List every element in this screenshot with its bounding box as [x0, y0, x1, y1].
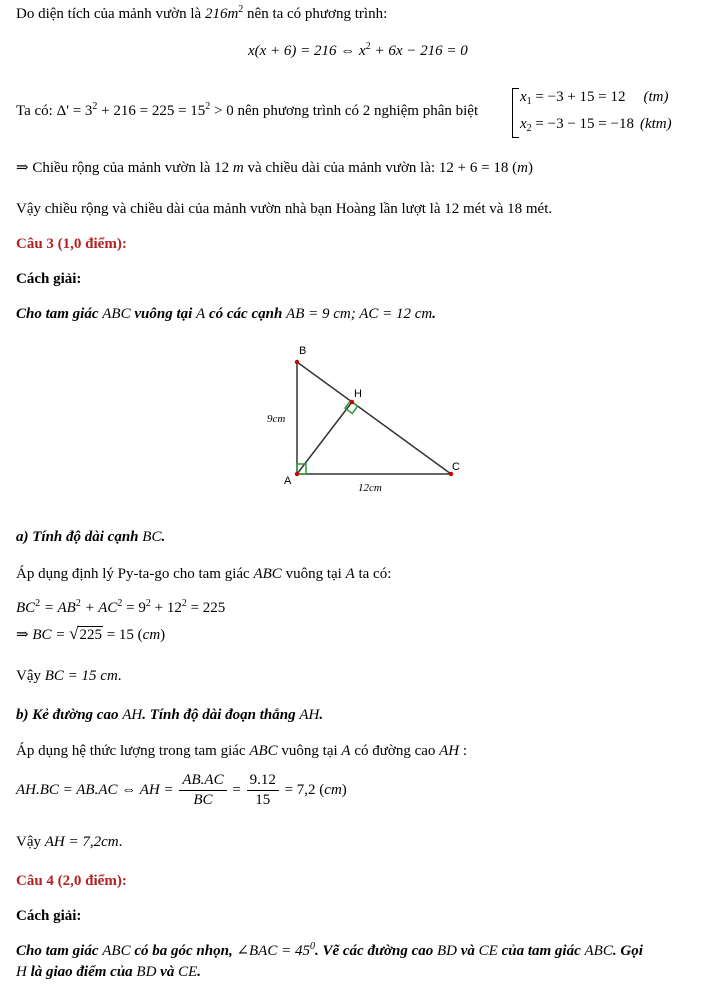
- discriminant-line: Ta có: $\Delta' = 3^2 + 216 = 225 = 15^2 > 0$ nên phương trình có 2 nghiệm phân biệt: [16, 101, 479, 119]
- q3-method: Cách giải:: [16, 271, 82, 287]
- system-brace: [512, 88, 519, 138]
- q3-problem: Cho tam giác ABC vuông tại A có các cạnh AB = 9 cm; AC = 12 cm.: [16, 306, 436, 322]
- fraction-numeric: $\frac{9.12}{15}$: [247, 772, 279, 809]
- point-b: [295, 360, 299, 364]
- area-sentence: Do diện tích của mảnh vườn là $216m^2$ nên ta có phương trình:: [16, 4, 388, 22]
- point-a: [295, 472, 299, 476]
- q3-part-a-title: a) Tính độ dài cạnh BC.: [16, 529, 166, 545]
- bc-result: ⇒ BC = √225 = 15 (cm): [16, 624, 166, 643]
- point-h: [350, 400, 354, 404]
- fraction-ab-ac-over-bc: $\frac{AB.AC}{BC}$: [179, 772, 226, 809]
- q4-heading: Câu 4 (2,0 điểm):: [16, 873, 127, 889]
- label-c: C: [452, 461, 460, 473]
- side-bc: [297, 362, 451, 474]
- pythagoras-equation: $BC^2 = AB^2 + AC^2 = 9^2 + 12^2 = 225$: [16, 598, 226, 616]
- q4-method: Cách giải:: [16, 908, 82, 924]
- root-2: $x_2 = -3 - 15 = -18$ (ktm): [520, 116, 672, 134]
- root-1: $x_1 = -3 + 15 = 12$ (tm): [520, 89, 669, 107]
- q3-part-b-title: b) Kẻ đường cao AH. Tính độ dài đoạn thẳng AH.: [16, 707, 324, 723]
- quadratic-equation: x(x + 6) = 216 ⇔ $x^2 + 6x - 216 = 0$: [248, 41, 468, 59]
- q3-part-a-apply: Áp dụng định lý Py-ta-go cho tam giác ABC vuông tại A ta có:: [16, 566, 392, 582]
- width-length-line: ⇒ Chiều rộng của mảnh vườn là 12 m và chiều dài của mảnh vườn là: 12 + 6 = 18 (m): [16, 160, 533, 176]
- q3-heading: Câu 3 (1,0 điểm):: [16, 236, 127, 252]
- label-ab-length: 9cm: [267, 413, 286, 425]
- altitude-equation: AH.BC = AB.AC ⇔ AH = $\frac{AB.AC}{BC}$ = $\frac{9.12}{15}$ = 7,2 (cm): [16, 772, 347, 808]
- q3-part-a-conclusion: Vậy BC = 15 cm.: [16, 668, 122, 684]
- conclusion-q2: Vậy chiều rộng và chiều dài của mảnh vườn nhà bạn Hoàng lần lượt là 12 mét và 18 mét.: [16, 201, 553, 217]
- q3-part-b-apply: Áp dụng hệ thức lượng trong tam giác ABC vuông tại A có đường cao AH :: [16, 743, 468, 759]
- label-h: H: [354, 388, 362, 400]
- q4-problem-line-2: H là giao điểm của BD và CE.: [16, 964, 202, 980]
- q4-problem-line-1: Cho tam giác ABC có ba góc nhọn, ∠BAC = $45^0$. Vẽ các đường cao BD và CE của tam giác ABC. Gọi: [16, 941, 643, 959]
- label-b: B: [299, 345, 307, 357]
- triangle-figure: [250, 340, 480, 500]
- altitude-ah: [297, 402, 352, 474]
- label-ac-length: 12cm: [358, 482, 382, 494]
- q3-part-b-conclusion: Vậy AH = 7,2cm.: [16, 834, 123, 850]
- label-a: A: [284, 475, 292, 487]
